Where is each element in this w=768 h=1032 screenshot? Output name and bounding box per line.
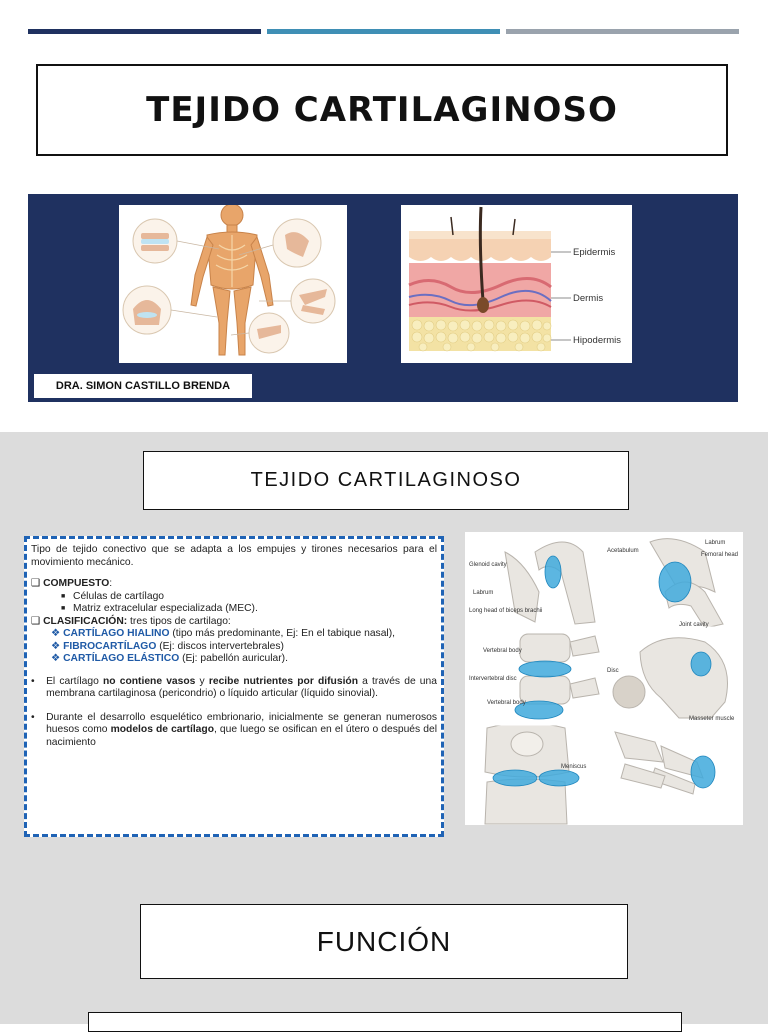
bullet-development bbox=[31, 712, 437, 750]
fig-label: Labrum bbox=[705, 540, 726, 546]
diamond-bullet-icon: ❖ bbox=[51, 653, 64, 664]
fig-label: Vertebral body bbox=[483, 648, 522, 654]
type-desc: (Ej: discos intervertebrales) bbox=[156, 640, 284, 652]
skin-layers-illustration bbox=[401, 205, 632, 363]
square-bullet-icon: ■ bbox=[61, 605, 74, 612]
fig-label: Femoral head bbox=[701, 552, 739, 558]
compuesto-item: Matriz extracelular especializada (MEC). bbox=[73, 603, 258, 614]
bullet-vessels bbox=[31, 676, 437, 701]
type-name: CARTÍLAGO HIALINO bbox=[63, 628, 170, 639]
type-name: CARTÍLAGO ELÁSTICO bbox=[63, 653, 180, 664]
fig-label: Intervertebral disc bbox=[469, 676, 517, 682]
joints-illustration bbox=[119, 205, 347, 363]
title-slide bbox=[0, 0, 768, 432]
bullet1-b: no contiene vasos bbox=[103, 675, 196, 687]
bullet1-a: El cartílago bbox=[46, 675, 103, 687]
list-item bbox=[31, 653, 437, 666]
dot-bullet-icon: • bbox=[31, 675, 47, 687]
label-epidermis: Epidermis bbox=[573, 247, 616, 258]
compuesto-label: COMPUESTO bbox=[43, 578, 110, 589]
clasificacion-heading bbox=[31, 616, 437, 629]
bullet1-e: a través de una membrana cartilaginosa (pericondrio) o líquido articular (líquido sinovial). bbox=[46, 675, 437, 699]
top-bar-navy bbox=[28, 29, 261, 34]
type-desc: (tipo más predominante, Ej: En el tabique nasal), bbox=[169, 628, 396, 639]
function-title: FUNCIÓN bbox=[140, 904, 628, 979]
function-slide bbox=[0, 864, 768, 1024]
fig-label: Joint cavity bbox=[679, 622, 709, 628]
square-bullet-icon: ■ bbox=[61, 592, 74, 600]
fig-label: Disc bbox=[607, 668, 619, 674]
intro-text: Tipo de tejido conectivo que se adapta a los empujes y tirones necesarios para el movimiento mecánico. bbox=[31, 544, 437, 568]
fig-label: Glenoid cavity bbox=[469, 562, 507, 568]
bullet1-c: y bbox=[195, 675, 209, 687]
fig-label: Vertebral body bbox=[487, 700, 526, 706]
function-content-box bbox=[88, 1012, 682, 1032]
author-label: DRA. SIMON CASTILLO BRENDA bbox=[34, 374, 252, 398]
bullet2-b: modelos de cartílago bbox=[110, 724, 214, 735]
fig-label: Masseter muscle bbox=[689, 716, 735, 722]
clasificacion-label: CLASIFICACIÓN: bbox=[43, 615, 128, 627]
fig-label: Long head of biceps brachii bbox=[469, 608, 543, 614]
type-name: FIBROCARTÍLAGO bbox=[63, 640, 157, 652]
clasificacion-text: tres tipos de cartilago: bbox=[127, 615, 231, 627]
cartilage-anatomy-figure bbox=[465, 532, 743, 825]
main-title-box bbox=[36, 64, 728, 156]
checkbox-bullet-icon: ❑ bbox=[31, 615, 44, 627]
type-desc: (Ej: pabellón auricular). bbox=[179, 653, 288, 664]
dot-bullet-icon: • bbox=[31, 711, 47, 723]
checkbox-bullet-icon: ❑ bbox=[31, 578, 44, 589]
description-box bbox=[24, 536, 444, 837]
fig-label: Labrum bbox=[473, 590, 494, 596]
list-item bbox=[31, 628, 437, 641]
fig-label: Acetabulum bbox=[607, 548, 639, 554]
bullet2-a: Durante el desarrollo esquelético embrionario, inicialmente se generan numerosos huesos como bbox=[46, 711, 437, 735]
top-bar-gray bbox=[506, 29, 739, 34]
main-title: TEJIDO CARTILAGINOSO bbox=[146, 90, 618, 130]
diamond-bullet-icon: ❖ bbox=[51, 640, 64, 652]
content-slide bbox=[0, 432, 768, 864]
bullet2-c: , que luego se osifican en el útero o después del nacimiento bbox=[46, 724, 437, 748]
list-item bbox=[31, 603, 437, 616]
slide2-title: TEJIDO CARTILAGINOSO bbox=[143, 451, 629, 510]
compuesto-heading: ❑ COMPUESTO: bbox=[31, 578, 113, 589]
top-bar-teal bbox=[267, 29, 500, 34]
diamond-bullet-icon: ❖ bbox=[51, 628, 64, 639]
list-item bbox=[31, 591, 437, 604]
label-dermis: Dermis bbox=[573, 293, 604, 304]
compuesto-item: Células de cartílago bbox=[73, 590, 165, 602]
bullet1-d: recibe nutrientes por difusión bbox=[208, 675, 359, 687]
label-hipodermis: Hipodermis bbox=[573, 335, 622, 346]
fig-label: Meniscus bbox=[561, 764, 587, 770]
list-item bbox=[31, 641, 437, 654]
